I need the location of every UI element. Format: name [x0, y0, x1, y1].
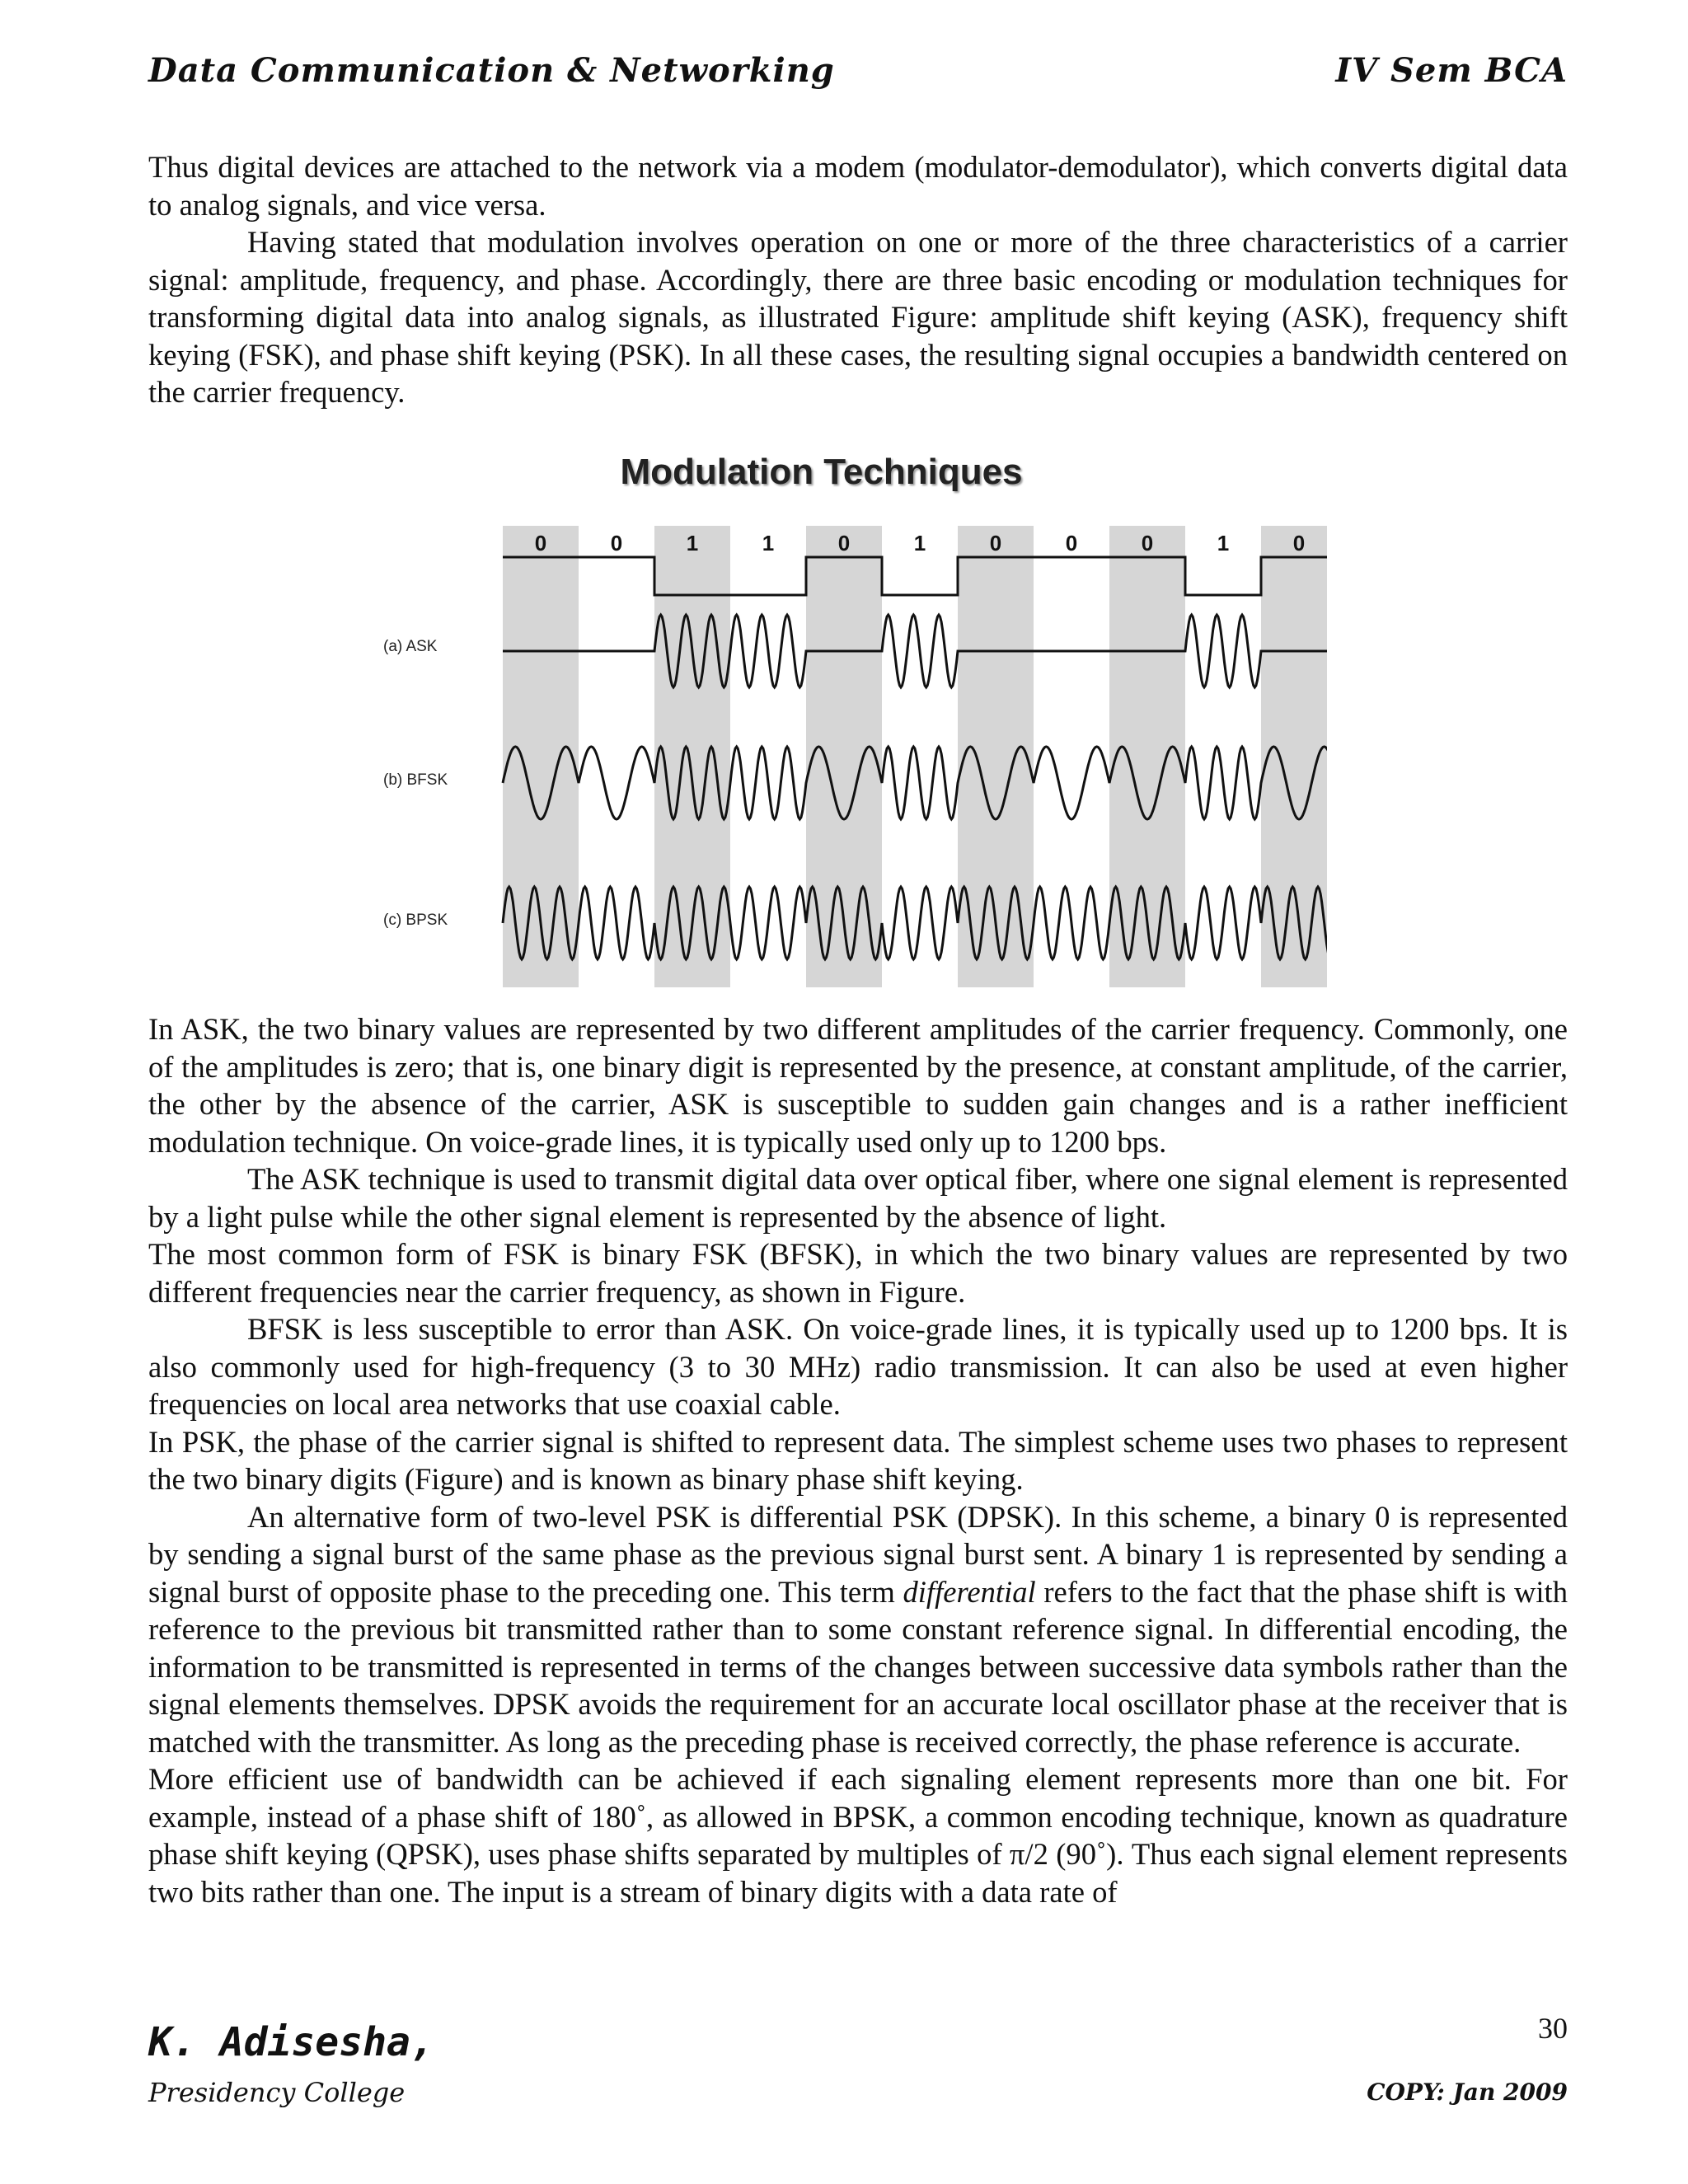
- figure-title: Modulation Techniques: [620, 452, 1023, 492]
- emphasis-differential: differential: [903, 1574, 1036, 1609]
- footer-copy-date: COPY: Jan 2009: [1367, 2079, 1568, 2106]
- explanation-text: [148, 1010, 1568, 1910]
- bit-label: 1: [686, 531, 699, 555]
- bit-label: 1: [1217, 531, 1230, 555]
- paragraph: More efficient use of bandwidth can be achieved if each signaling element represents more than one bit. For example, instead of a phase shift of 180˚, as allowed in BPSK, a common encoding technique, known as quadrature phase shift keying (QPSK), uses phase shifts separated by multiples of π/2 (90˚). Thus each signal element represents two bits rather than one. The input is a stream of binary digits with a data rate of: [148, 1762, 1568, 1909]
- bfsk-waveform: [503, 747, 1327, 819]
- bit-label: 0: [610, 531, 623, 555]
- nrz-bit-stream-line: [503, 557, 1327, 595]
- intro-text: [148, 148, 1568, 411]
- bit-label: 0: [1065, 531, 1078, 555]
- bit-label: 0: [837, 531, 851, 555]
- bpsk-label: (c) BPSK: [383, 912, 448, 929]
- paragraph: The most common form of FSK is binary FSK (BFSK), in which the two binary values are represented by two different frequencies near the carrier frequency, as shown in Figure.: [148, 1237, 1568, 1309]
- paragraph: In ASK, the two binary values are represented by two different amplitudes of the carrier frequency. Commonly, one of the amplitudes is zero; that is, one binary digit is represented by the presence, at constant amplitude, of the carrier, the other by the absence of the carrier, ASK is susceptible to sudden gain changes and is a rather inefficient modulation technique. On voice-grade lines, it is typically used only up to 1200 bps.: [148, 1012, 1568, 1159]
- bit-label: 1: [762, 531, 775, 555]
- paragraph: Thus digital devices are attached to the network via a modem (modulator-demodulator), which converts digital data to analog signals, and vice versa.: [148, 150, 1568, 222]
- paragraph: Having stated that modulation involves operation on one or more of the three characteristics of a carrier signal: amplitude, frequency, and phase. Accordingly, there are three basic encoding or modulation techniques for transforming digital data into analog signals, as illustrated Figure: amplitude shift keying (ASK), frequency shift keying (FSK), and phase shift keying (PSK). In all these cases, the resulting signal occupies a bandwidth centered on the carrier frequency.: [148, 225, 1568, 409]
- paragraph: The ASK technique is used to transmit digital data over optical fiber, where one signal element is represented by a light pulse while the other signal element is represented by the absence of light.: [148, 1162, 1568, 1234]
- bit-label: 0: [989, 531, 1002, 555]
- bfsk-label: (b) BFSK: [383, 771, 448, 789]
- bpsk-waveform: [503, 887, 1327, 959]
- bit-label: 0: [1141, 531, 1154, 555]
- paragraph: In PSK, the phase of the carrier signal is shifted to represent data. The simplest scheme uses two phases to represent the two binary digits (Figure) and is known as binary phase shift keying.: [148, 1424, 1568, 1496]
- ask-waveform: [503, 615, 1327, 687]
- bit-label: 1: [913, 531, 926, 555]
- footer-college: Presidency College: [148, 2077, 406, 2108]
- running-header-semester: IV Sem BCA: [1335, 51, 1568, 90]
- dpsk-paragraph: An alternative form of two-level PSK is differential PSK (DPSK). In this scheme, a binary 0 is represented by sending a signal burst of the same phase as the previous signal burst sent. A binary 1 is represented by sending a signal burst of opposite phase to the preceding one. This term differential refers to the fact that the phase shift is with reference to the previous bit transmitted rather than to some constant reference signal. In differential encoding, the information to be transmitted is represented in terms of the changes between successive data symbols rather than the signal elements themselves. DPSK avoids the requirement for an accurate local oscillator phase at the receiver that is matched with the transmitter. As long as the preceding phase is received correctly, the phase reference is accurate.: [148, 1499, 1568, 1759]
- footer-author: K. Adisesha,: [148, 2019, 434, 2065]
- paragraph: BFSK is less susceptible to error than ASK. On voice-grade lines, it is typically used up to 1200 bps. It is also commonly used for high-frequency (3 to 30 MHz) radio transmission. It can also be used at even higher frequencies on local area networks that use coaxial cable.: [148, 1312, 1568, 1421]
- page-number: 30: [1538, 2012, 1568, 2045]
- bit-label: 0: [1292, 531, 1306, 555]
- bit-label: 0: [534, 531, 547, 555]
- running-header-title: Data Communication & Networking: [148, 51, 835, 90]
- modulation-figure: [354, 518, 1327, 987]
- ask-label: (a) ASK: [383, 638, 438, 655]
